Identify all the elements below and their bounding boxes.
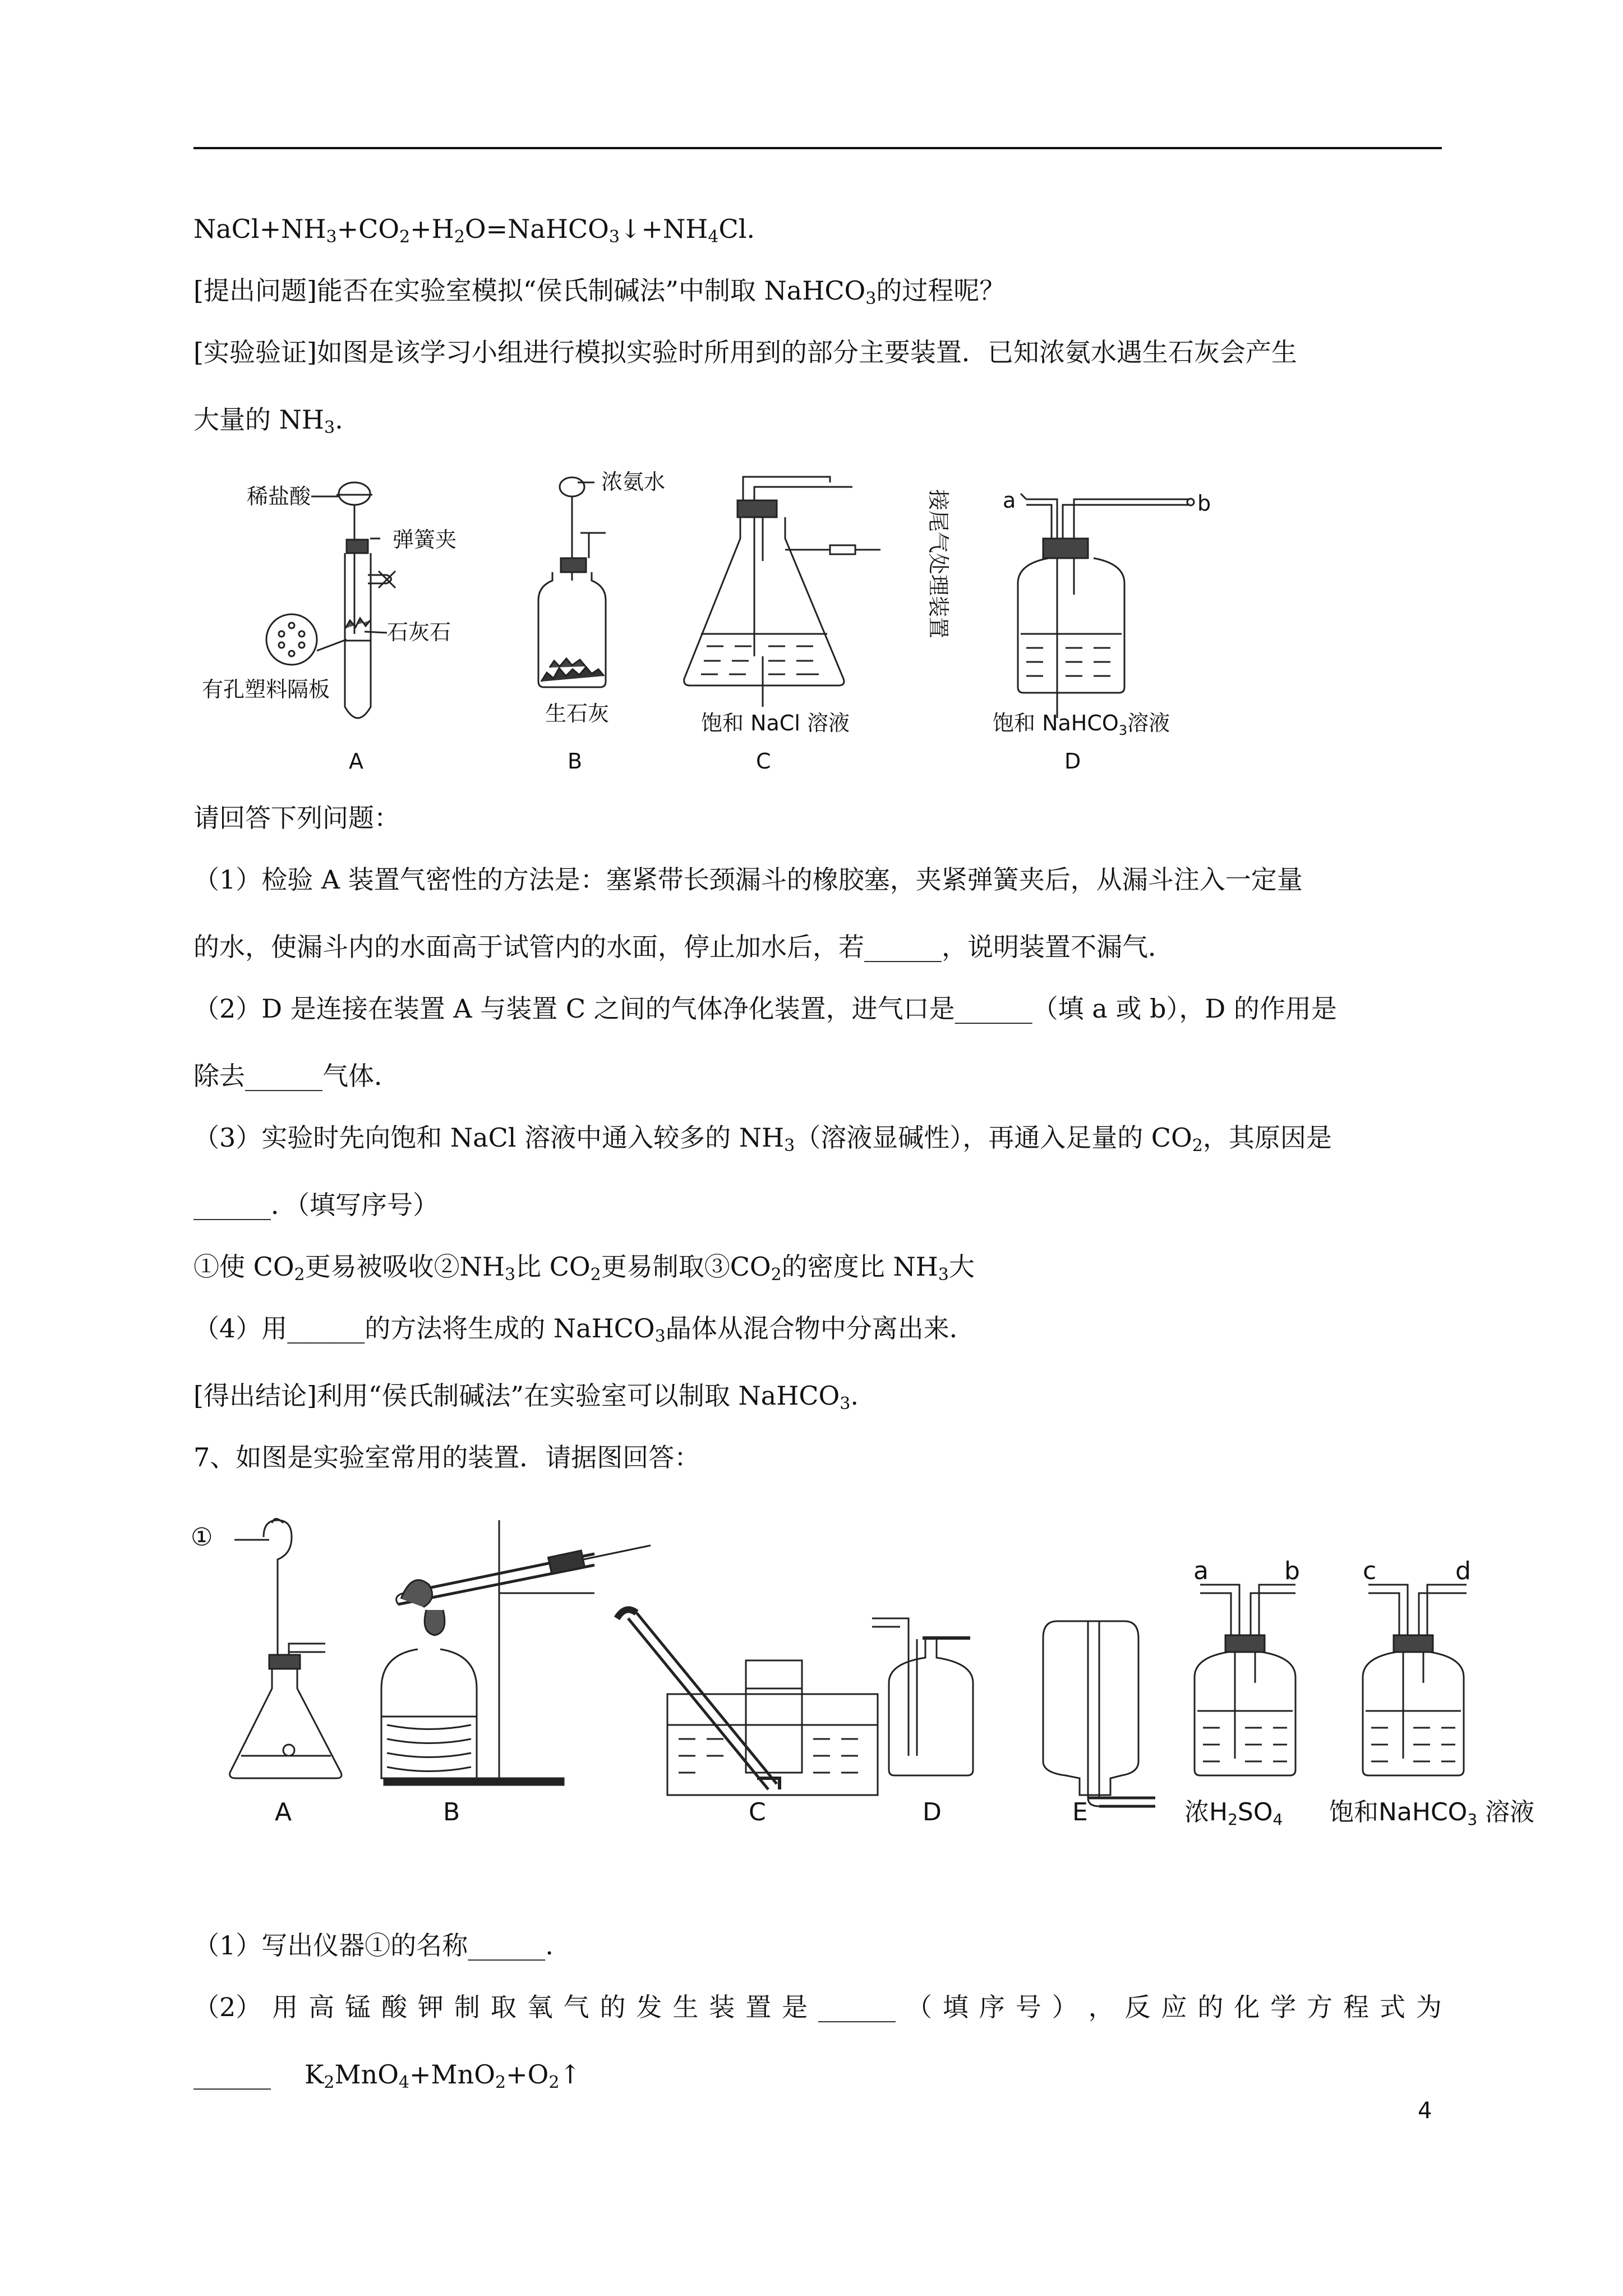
label-conc-ammonia: 浓氨水	[601, 470, 666, 494]
label-fig2-D: D	[923, 1798, 942, 1826]
label-saturated-nahco3: 饱和 NaHCO$_3$溶液	[993, 711, 1170, 738]
label-fig2-E: E	[1072, 1798, 1088, 1826]
experiment-verify-line2: 大量的 $NH_3$.	[193, 404, 343, 438]
page-number: 4	[1418, 2098, 1432, 2124]
label-apparatus-A: A	[349, 749, 363, 774]
instrument-mark-1: ①	[191, 1523, 213, 1552]
question-7-title: 7、如图是实验室常用的装置．请据图回答：	[193, 1442, 700, 1473]
label-fig2-A: A	[275, 1798, 292, 1826]
label-fig2-c: c	[1363, 1557, 1377, 1585]
question-7-2-line1: （2） 用 高 锰 酸 钾 制 取 氧 气 的 发 生 装 置 是 ______ （ 填 序 号 ） ， 反 应 的 化 学 方 程 式 为	[193, 1992, 1442, 2022]
label-outlet-b: b	[1197, 491, 1211, 516]
label-fig2-d: d	[1455, 1557, 1471, 1585]
label-fig2-B: B	[443, 1798, 460, 1826]
question-1-line2: 的水，使漏斗内的水面高于试管内的水面，停止加水后，若______，说明装置不漏气．	[193, 932, 1174, 962]
reaction-equation: $NaCl+NH_3+CO_2+H_2O=NaHCO_3↓+NH_4Cl$.	[193, 214, 755, 247]
label-spring-clip: 弹簧夹	[393, 527, 457, 552]
figure-apparatus-2	[191, 1509, 1565, 1848]
label-quicklime: 生石灰	[545, 701, 610, 726]
question-3-options: ①使 $CO_2$更易被吸收$②NH_3$比 $CO_2$更易制取$③CO_2$的密度比 $NH_3$大	[193, 1251, 975, 1285]
label-saturated-nacl: 饱和 NaCl 溶液	[701, 711, 850, 735]
question-7-2-line2: ______ $K_2MnO_4+MnO_2+O_2↑$	[193, 2059, 581, 2092]
label-apparatus-C: C	[756, 749, 771, 774]
label-fig2-C: C	[749, 1798, 766, 1826]
label-perforated-plate: 有孔塑料隔板	[202, 677, 330, 702]
label-apparatus-D: D	[1064, 749, 1081, 774]
figure-apparatus-1	[202, 466, 1267, 788]
answer-intro: 请回答下列问题：	[193, 803, 400, 833]
label-inlet-a: a	[1003, 488, 1016, 513]
label-limestone: 石灰石	[387, 620, 451, 645]
label-fig2-a: a	[1193, 1557, 1209, 1585]
question-7-1: （1）写出仪器①的名称______.	[193, 1930, 554, 1961]
label-fig2-b: b	[1284, 1557, 1300, 1585]
label-saturated-nahco3-solution: 饱和NaHCO3 溶液	[1329, 1798, 1535, 1829]
question-2-line1: （2）D 是连接在装置 A 与装置 C 之间的气体净化装置，进气口是______（填 a 或 b），D 的作用是	[193, 993, 1337, 1024]
header-rule	[193, 147, 1442, 149]
question-4: （4）用______的方法将生成的 NaHCO$_3$晶体从混合物中分离出来．	[193, 1313, 975, 1346]
conclusion: [得出结论]利用“侯氏制碱法”在实验室可以制取 NaHCO$_3$.	[193, 1381, 859, 1414]
label-apparatus-B: B	[568, 749, 583, 774]
experiment-verify-line1: [实验验证]如图是该学习小组进行模拟实验时所用到的部分主要装置．已知浓氨水遇生石灰会产生	[193, 337, 1297, 367]
label-hydrochloric-acid: 稀盐酸	[247, 484, 311, 509]
raise-question: [提出问题]能否在实验室模拟“侯氏制碱法”中制取 NaHCO$_3$的过程呢？	[193, 275, 1006, 309]
label-conc-h2so4: 浓H2SO4	[1184, 1798, 1283, 1829]
question-1-line1: （1）检验 A 装置气密性的方法是：塞紧带长颈漏斗的橡胶塞，夹紧弹簧夹后，从漏斗注入一定量	[193, 864, 1303, 895]
question-3-line1: （3）实验时先向饱和 NaCl 溶液中通入较多的 $NH_3$（溶液显碱性），再通入足量的 $CO_2$，其原因是	[193, 1122, 1332, 1156]
question-2-line2: 除去______气体．	[193, 1061, 400, 1091]
question-3-line2: ______．（填写序号）	[193, 1190, 439, 1220]
label-tail-gas-treatment: 接尾气处理装置	[926, 489, 951, 639]
